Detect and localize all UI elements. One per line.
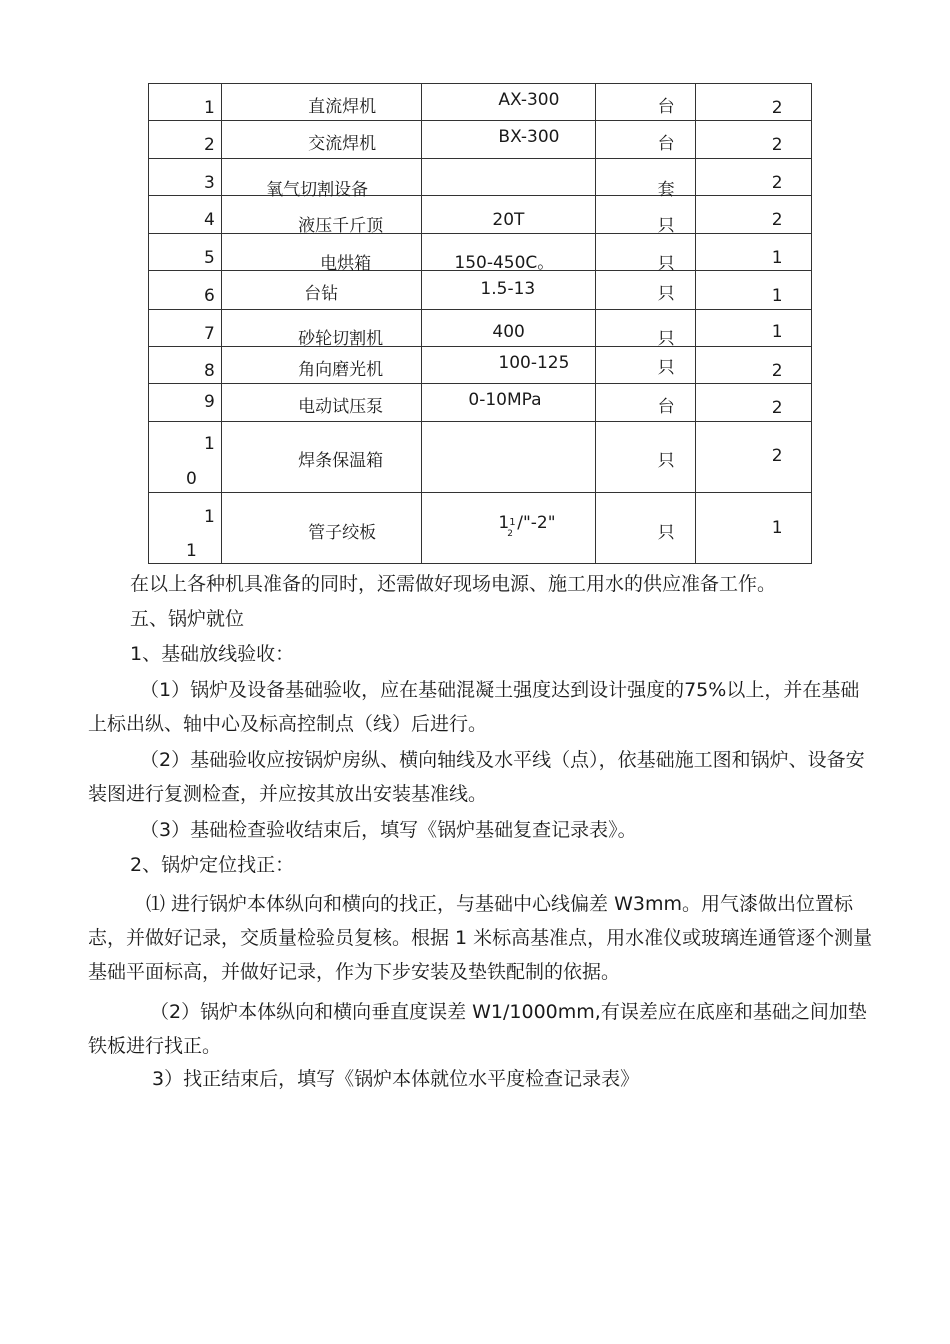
equipment-unit: 只	[595, 422, 695, 493]
equipment-name: 焊条保温箱	[222, 422, 422, 493]
equipment-spec: BX-300	[422, 121, 595, 159]
equipment-spec	[422, 493, 595, 564]
equipment-name: 台钻	[222, 271, 422, 310]
equipment-unit: 只	[595, 493, 695, 564]
paragraph-2-1: ⑴ 进行锅炉本体纵向和横向的找正，与基础中心线偏差 W3mm。用气漆做出位置标志，并做好记录，交质量检验员复核。根据 1 米标高基准点，用水准仪或玻璃连通管逐个测量基础平面标高，并做好记录，作为下步安装及垫铁配制的依据。	[88, 893, 873, 983]
row-number: 3	[149, 159, 222, 196]
row-number: 7	[149, 310, 222, 347]
row-number: 1 1	[149, 493, 222, 564]
equipment-spec: 1.5-13	[422, 271, 595, 310]
equipment-spec: 400	[422, 310, 595, 347]
equipment-spec: 0-10MPa	[422, 384, 595, 422]
row-number: 2	[149, 121, 222, 159]
paragraph-1-1: （1）锅炉及设备基础验收，应在基础混凝土强度达到设计强度的75%以上，并在基础上标出纵、轴中心及标高控制点（线）后进行。	[88, 679, 860, 735]
row-number: 6	[149, 271, 222, 310]
paragraph-1-2: （2）基础验收应按锅炉房纵、横向轴线及水平线（点），依基础施工图和锅炉、设备安装图进行复测检查，并应按其放出安装基准线。	[88, 749, 865, 805]
row-number: 9	[149, 384, 222, 422]
equipment-qty: 1	[695, 310, 811, 347]
equipment-unit: 只	[595, 196, 695, 234]
equipment-qty: 1	[695, 234, 811, 271]
equipment-name: 电烘箱	[222, 234, 422, 271]
equipment-spec	[422, 422, 595, 493]
equipment-spec: 150-450C。	[422, 234, 595, 271]
equipment-qty: 2	[695, 422, 811, 493]
equipment-qty: 2	[695, 84, 811, 121]
row-number: 1	[149, 84, 222, 121]
row-number: 1 0	[149, 422, 222, 493]
equipment-name: 液压千斤顶	[222, 196, 422, 234]
equipment-spec: AX-300	[422, 84, 595, 121]
equipment-unit: 只	[595, 310, 695, 347]
equipment-unit: 台	[595, 384, 695, 422]
equipment-qty: 2	[695, 384, 811, 422]
equipment-unit: 台	[595, 121, 695, 159]
table-row	[149, 84, 812, 121]
equipment-qty: 1	[695, 271, 811, 310]
equipment-name: 直流焊机	[222, 84, 422, 121]
equipment-qty: 2	[695, 196, 811, 234]
spec-fraction: 1 1 2 /"-2"	[498, 513, 556, 539]
paragraph-prep-note: 在以上各种机具准备的同时，还需做好现场电源、施工用水的供应准备工作。	[130, 573, 777, 595]
equipment-unit: 只	[595, 347, 695, 384]
equipment-spec: 100-125	[422, 347, 595, 384]
equipment-unit: 台	[595, 84, 695, 121]
equipment-qty: 2	[695, 347, 811, 384]
equipment-table	[148, 83, 812, 564]
table-row	[149, 159, 812, 196]
table-row	[149, 271, 812, 310]
table-row	[149, 422, 812, 493]
paragraph-1-3: （3）基础检查验收结束后，填写《锅炉基础复查记录表》。	[140, 819, 637, 841]
equipment-unit: 套	[595, 159, 695, 196]
equipment-name: 砂轮切割机	[222, 310, 422, 347]
paragraph-2-2: （2）锅炉本体纵向和横向垂直度误差 W1/1000mm,有误差应在底座和基础之间加垫铁板进行找正。	[88, 1001, 867, 1057]
equipment-name: 角向磨光机	[222, 347, 422, 384]
table-row	[149, 493, 812, 564]
table-row	[149, 310, 812, 347]
subheading-1: 1、基础放线验收：	[130, 643, 295, 665]
equipment-name: 氧气切割设备	[222, 159, 422, 196]
equipment-name: 交流焊机	[222, 121, 422, 159]
table-row	[149, 196, 812, 234]
equipment-table-body	[149, 84, 812, 564]
equipment-qty: 1	[695, 493, 811, 564]
equipment-spec	[422, 159, 595, 196]
row-number: 8	[149, 347, 222, 384]
paragraph-2-3: 3）找正结束后，填写《锅炉本体就位水平度检查记录表》	[152, 1068, 640, 1090]
table-row	[149, 121, 812, 159]
equipment-name: 管子绞板	[222, 493, 422, 564]
subheading-2: 2、锅炉定位找正：	[130, 854, 295, 876]
row-number: 5	[149, 234, 222, 271]
row-number: 4	[149, 196, 222, 234]
table-row	[149, 384, 812, 422]
equipment-unit: 只	[595, 271, 695, 310]
equipment-qty: 2	[695, 159, 811, 196]
table-row	[149, 234, 812, 271]
equipment-spec: 20T	[422, 196, 595, 234]
equipment-unit: 只	[595, 234, 695, 271]
table-row	[149, 347, 812, 384]
equipment-qty: 2	[695, 121, 811, 159]
section-heading-5: 五、锅炉就位	[130, 608, 245, 630]
equipment-name: 电动试压泵	[222, 384, 422, 422]
